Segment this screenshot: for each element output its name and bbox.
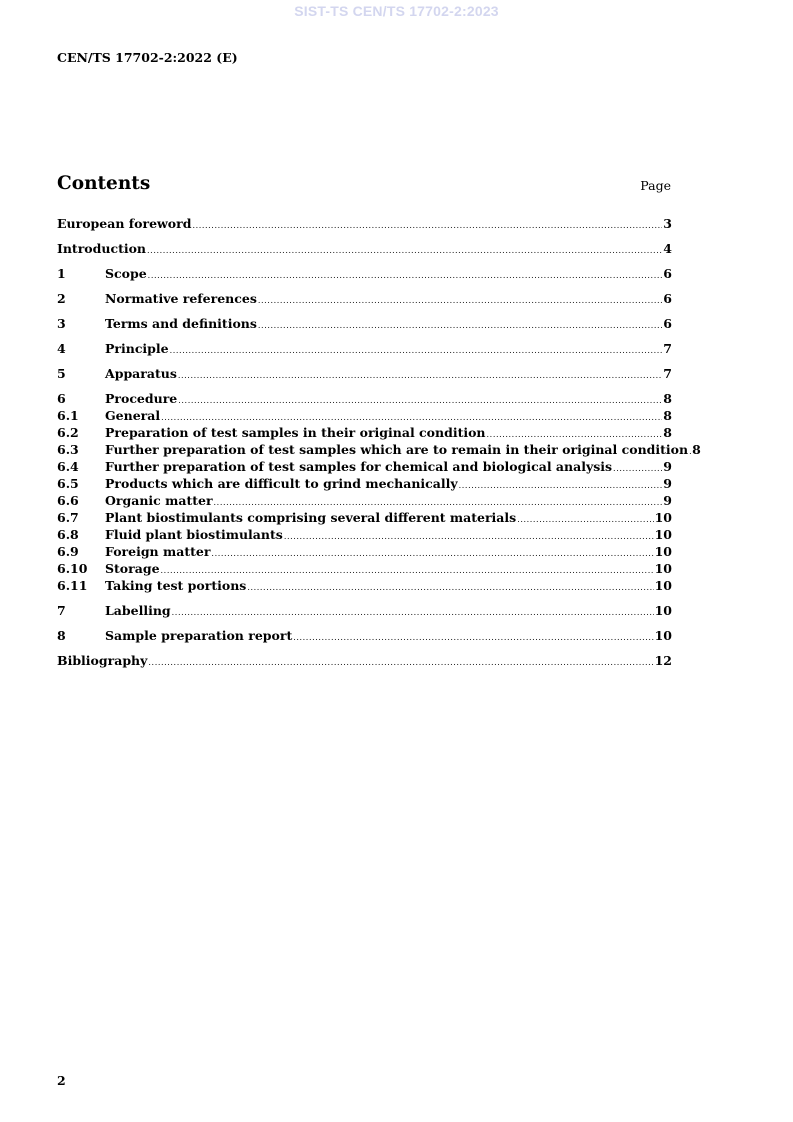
toc-entry-further-preparation-chemical-biological[interactable] (57, 458, 672, 475)
toc-entry-principle[interactable] (57, 340, 672, 357)
toc-leader-dots (459, 477, 663, 494)
toc-entry-page: 10 (654, 510, 672, 525)
toc-entry-normative-references[interactable] (57, 290, 672, 307)
toc-entry-page: 8 (663, 391, 672, 406)
toc-leader-dots (170, 342, 663, 359)
toc-entry-number: 6.9 (57, 544, 79, 559)
toc-entry-page: 7 (663, 341, 672, 356)
toc-entry-page: 8 (692, 442, 701, 457)
toc-entry-title: Products which are difficult to grind mechanically (105, 476, 458, 491)
toc-entry-page: 8 (663, 408, 672, 423)
toc-entry-title: Further preparation of test samples for chemical and biological analysis (105, 459, 613, 474)
toc-entry-apparatus[interactable] (57, 365, 672, 382)
toc-entry-title: Preparation of test samples in their original condition (105, 425, 486, 440)
toc-entry-number: 4 (57, 341, 66, 356)
toc-entry-number: 1 (57, 266, 66, 281)
toc-leader-dots (258, 292, 662, 309)
toc-entry-page: 4 (663, 241, 672, 256)
toc-entry-fluid-plant-biostimulants[interactable] (57, 526, 672, 543)
toc-entry-page: 3 (663, 216, 672, 231)
toc-entry-bibliography[interactable] (57, 652, 672, 669)
toc-entry-sample-preparation-report[interactable] (57, 627, 672, 644)
toc-entry-difficult-to-grind[interactable] (57, 475, 672, 492)
toc-entry-number: 6.11 (57, 578, 88, 593)
toc-entry-page: 12 (654, 653, 672, 668)
toc-entry-page: 7 (663, 366, 672, 381)
toc-entry-labelling[interactable] (57, 602, 672, 619)
toc-entry-title: Organic matter (105, 493, 213, 508)
toc-leader-dots (284, 528, 654, 545)
toc-entry-number: 6.5 (57, 476, 79, 491)
toc-entry-number: 3 (57, 316, 66, 331)
toc-entry-page: 10 (654, 544, 672, 559)
toc-entry-page: 10 (654, 578, 672, 593)
toc-entry-title: Storage (105, 561, 160, 576)
toc-entry-number: 6.4 (57, 459, 79, 474)
watermark: SIST-TS CEN/TS 17702-2:2023 (294, 3, 499, 19)
toc-entry-several-materials[interactable] (57, 509, 672, 526)
toc-entry-organic-matter[interactable] (57, 492, 672, 509)
toc-entry-storage[interactable] (57, 560, 672, 577)
toc-entry-page: 9 (663, 459, 672, 474)
toc-entry-title: Introduction (57, 241, 147, 256)
toc-entry-title: Sample preparation report (105, 628, 293, 643)
toc-entry-foreign-matter[interactable] (57, 543, 672, 560)
toc-entry-number: 2 (57, 291, 66, 306)
toc-entry-page: 9 (663, 493, 672, 508)
toc-leader-dots (247, 579, 653, 596)
toc-entry-title: Terms and definitions (105, 316, 257, 331)
toc-entry-title: Bibliography (57, 653, 148, 668)
toc-entry-page: 10 (654, 603, 672, 618)
toc-entry-general[interactable] (57, 407, 672, 424)
toc-entry-number: 7 (57, 603, 66, 618)
toc-entry-title: Scope (105, 266, 147, 281)
toc-leader-dots (293, 629, 653, 646)
document-id-header: CEN/TS 17702-2:2022 (E) (57, 50, 238, 65)
table-of-contents (57, 215, 701, 669)
toc-entry-procedure[interactable] (57, 390, 672, 407)
toc-entry-page: 10 (654, 527, 672, 542)
toc-entry-number: 6.7 (57, 510, 79, 525)
toc-leader-dots (258, 317, 662, 334)
toc-entry-title: General (105, 408, 161, 423)
toc-entry-title: Procedure (105, 391, 178, 406)
toc-entry-title: Taking test portions (105, 578, 247, 593)
toc-leader-dots (192, 217, 662, 234)
toc-entry-terms-and-definitions[interactable] (57, 315, 672, 332)
toc-entry-page: 10 (654, 561, 672, 576)
toc-entry-number: 6.10 (57, 561, 88, 576)
toc-entry-page: 6 (663, 291, 672, 306)
toc-entry-further-preparation-remain-original[interactable] (57, 441, 701, 458)
toc-entry-title: Fluid plant biostimulants (105, 527, 283, 542)
page-column-label: Page (640, 178, 671, 193)
toc-entry-page: 6 (663, 266, 672, 281)
toc-entry-title: Plant biostimulants comprising several different materials (105, 510, 517, 525)
toc-leader-dots (689, 443, 691, 460)
toc-entry-preparation-original-condition[interactable] (57, 424, 672, 441)
toc-leader-dots (211, 545, 653, 562)
toc-entry-page: 9 (663, 476, 672, 491)
toc-entry-title: Foreign matter (105, 544, 211, 559)
toc-entry-page: 6 (663, 316, 672, 331)
toc-entry-number: 6 (57, 391, 66, 406)
toc-entry-number: 6.8 (57, 527, 79, 542)
toc-leader-dots (147, 242, 662, 259)
toc-entry-scope[interactable] (57, 265, 672, 282)
toc-leader-dots (148, 654, 653, 671)
toc-entry-taking-test-portions[interactable] (57, 577, 672, 594)
toc-entry-title: Apparatus (105, 366, 177, 381)
toc-entry-title: Normative references (105, 291, 257, 306)
toc-entry-page: 8 (663, 425, 672, 440)
toc-leader-dots (178, 392, 662, 409)
toc-entry-european-foreword[interactable] (57, 215, 672, 232)
toc-entry-number: 8 (57, 628, 66, 643)
toc-entry-number: 6.3 (57, 442, 79, 457)
toc-entry-page: 10 (654, 628, 672, 643)
toc-leader-dots (172, 604, 654, 621)
toc-entry-number: 5 (57, 366, 66, 381)
toc-leader-dots (517, 511, 653, 528)
toc-leader-dots (613, 460, 662, 477)
toc-entry-title: Principle (105, 341, 169, 356)
toc-entry-number: 6.2 (57, 425, 79, 440)
toc-entry-title: Further preparation of test samples which are to remain in their original condition (105, 442, 689, 457)
footer-page-number: 2 (57, 1073, 66, 1088)
toc-entry-title: Labelling (105, 603, 171, 618)
toc-entry-title: European foreword (57, 216, 192, 231)
toc-leader-dots (178, 367, 662, 384)
toc-leader-dots (148, 267, 663, 284)
contents-title: Contents (57, 173, 151, 194)
toc-entry-introduction[interactable] (57, 240, 672, 257)
toc-entry-number: 6.1 (57, 408, 79, 423)
toc-entry-number: 6.6 (57, 493, 79, 508)
